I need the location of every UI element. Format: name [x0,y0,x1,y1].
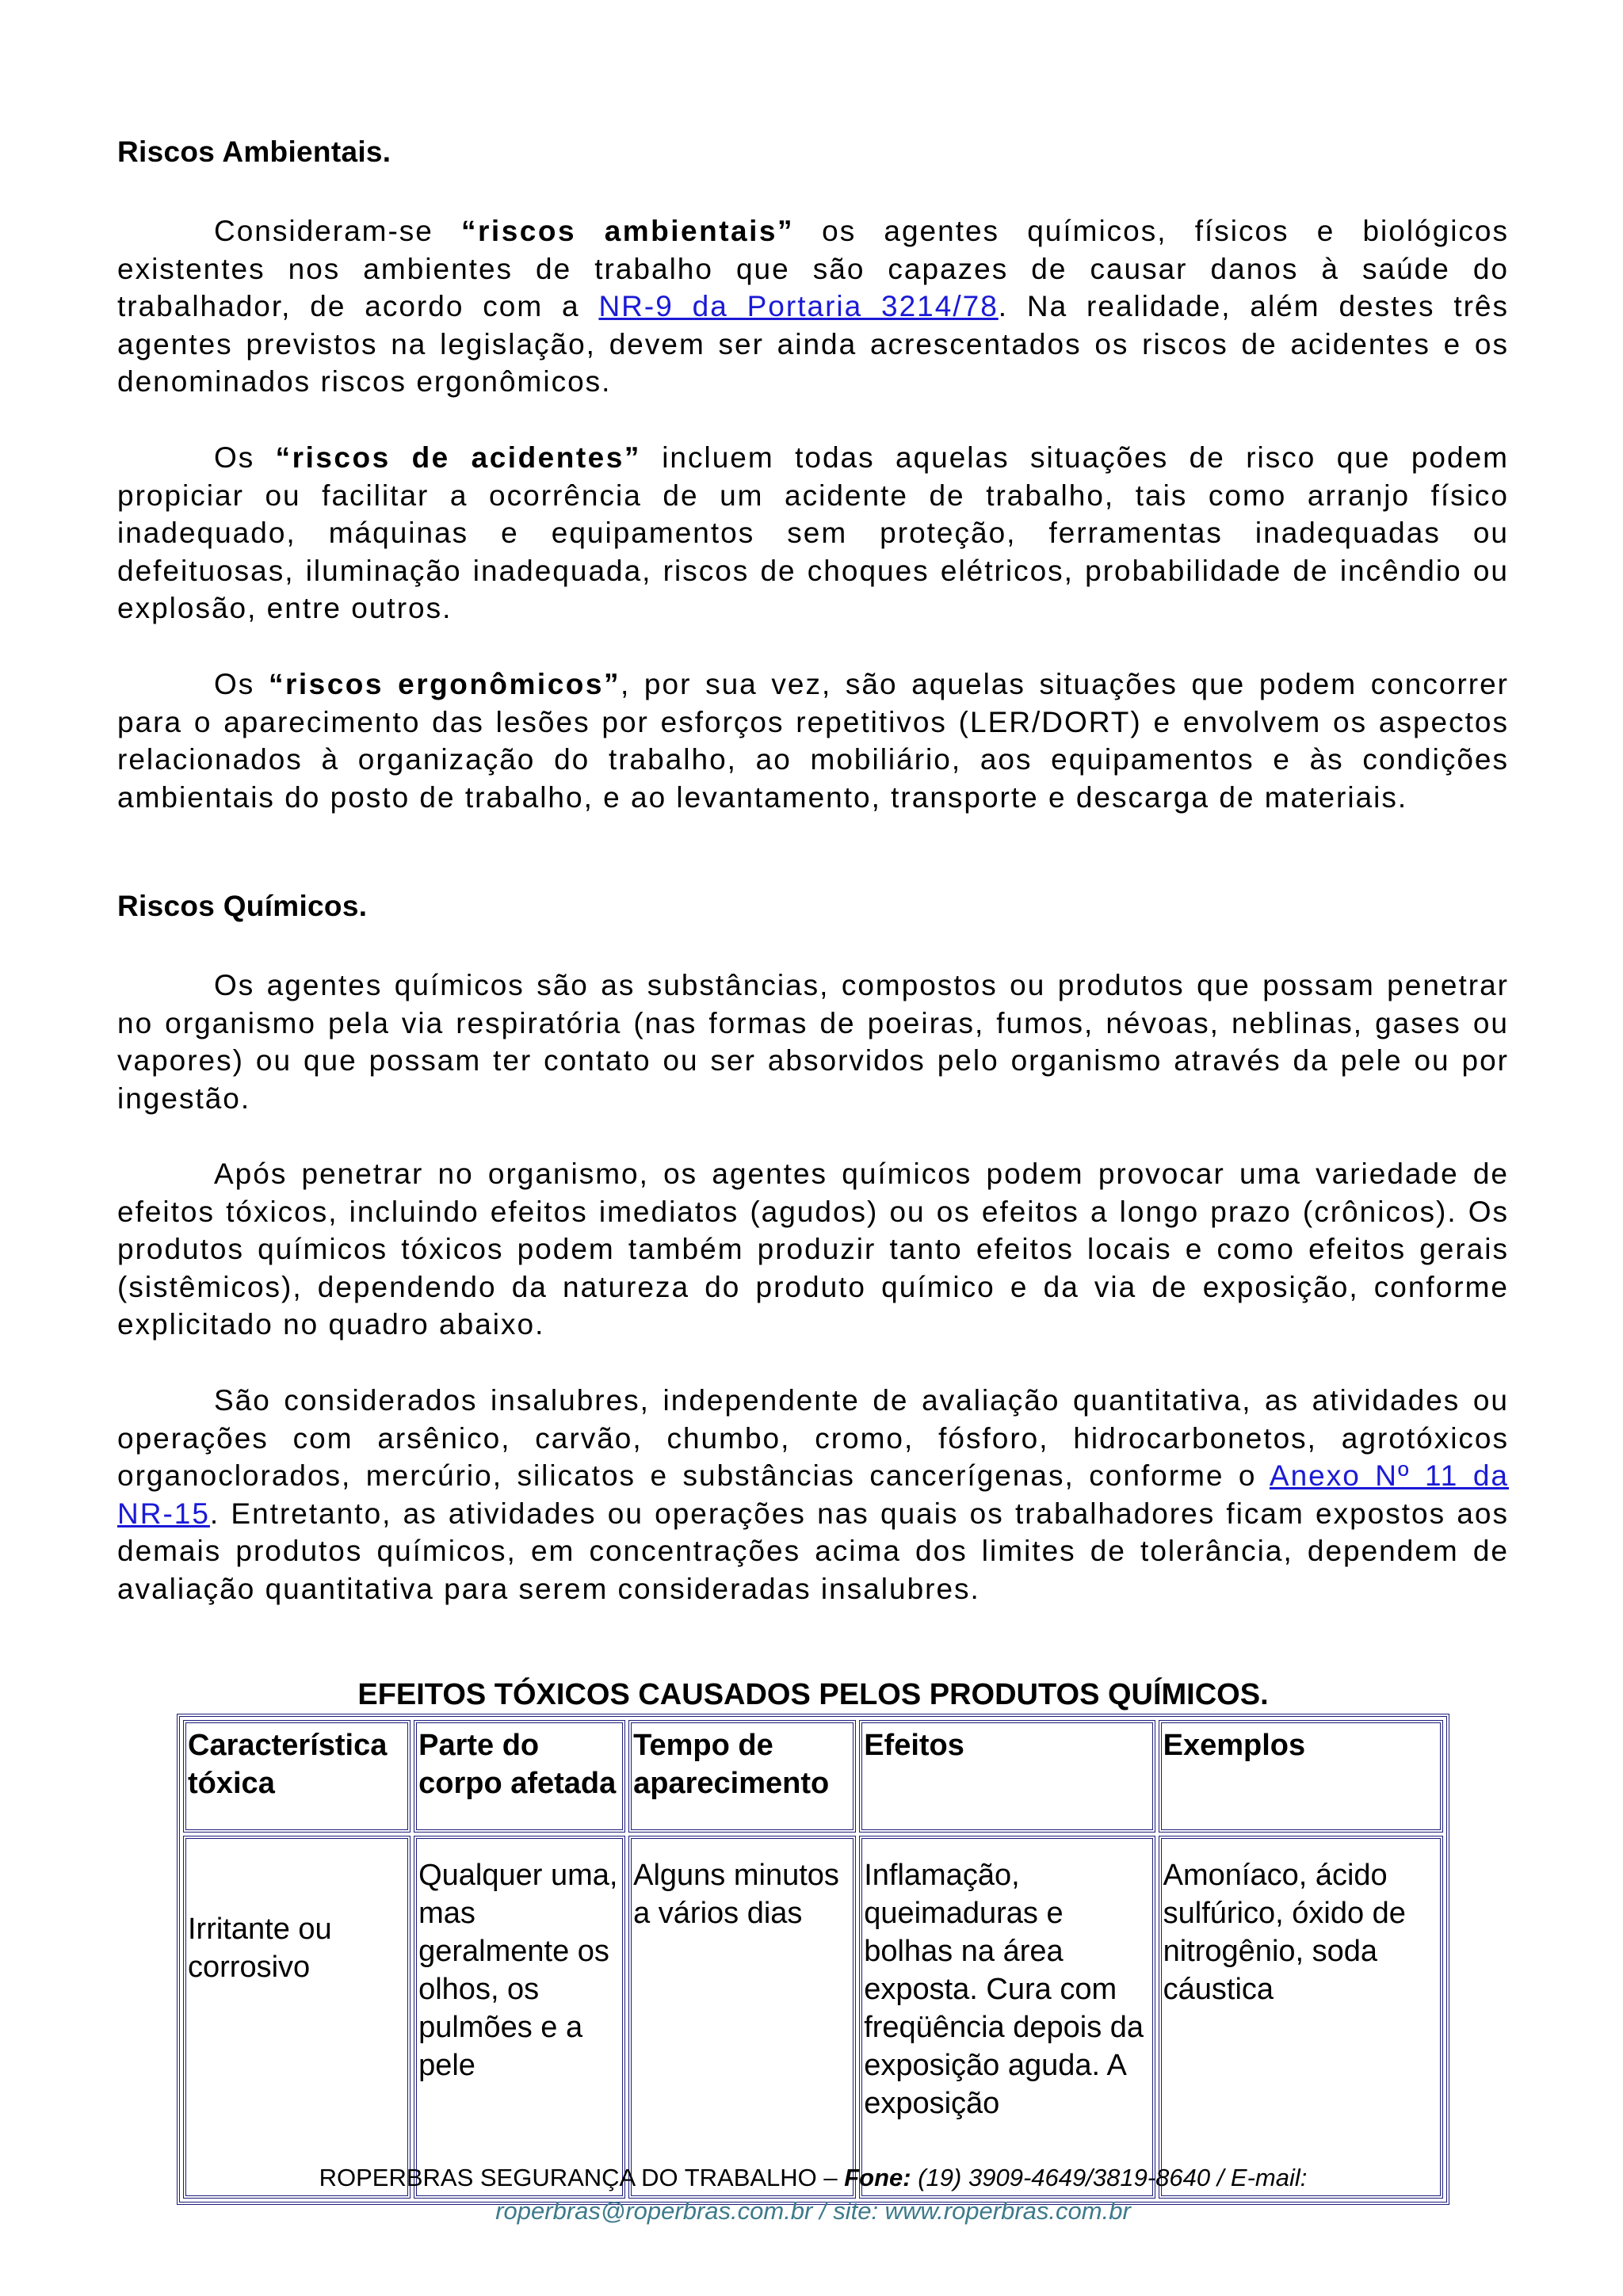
paragraph-riscos-ambientais: Consideram-se “riscos ambientais” os agentes químicos, físicos e biológicos existentes nos ambientes de trabalho que são capazes de causar danos à saúde do trabalhador, de acordo com a NR-9 da Portaria 3214/78. Na realidade, além destes três agentes previstos na legislação, devem ser ainda acrescentados os riscos de acidentes e os denominados riscos ergonômicos. [117,215,1509,399]
link-anexo-11-nr15[interactable]: Anexo Nº 11 da NR-15 [117,1459,1509,1530]
term-riscos-ambientais: “riscos ambientais” [461,215,794,247]
header-efeitos: Efeitos [859,1720,1155,1833]
cell-parte-corpo: Qualquer uma, mas geralmente os olhos, os pulmões e a pele [414,1836,625,2199]
cell-caracteristica: Irritante ou corrosivo [183,1836,411,2199]
footer-company-line: ROPERBRAS SEGURANÇA DO TRABALHO – Fone: (19) 3909-4649/3819-8640 / E-mail: [319,2164,1308,2191]
cell-tempo: Alguns minutos a vários dias [628,1836,856,2199]
link-nr9-portaria[interactable]: NR-9 da Portaria 3214/78 [598,290,999,323]
heading-riscos-ambientais: Riscos Ambientais. [117,135,391,168]
header-exemplos: Exemplos [1159,1720,1443,1833]
heading-riscos-quimicos: Riscos Químicos. [117,890,368,922]
header-tempo: Tempo de aparecimento [628,1720,856,1833]
term-riscos-ergonomicos: “riscos ergonômicos” [268,668,621,700]
paragraph-insalubridade: São considerados insalubres, independente de avaliação quantitativa, as atividades ou operações com arsênico, carvão, chumbo, cromo, fósforo, hidrocarbonetos, agrotóxicos organoclorados, mercúrio, silicatos e substâncias cancerígenas, conforme o Anexo Nº 11 da NR-15. Entretanto, as atividades ou operações nas quais os trabalhadores ficam expostos aos demais produtos químicos, em concentrações acima dos limites de tolerância, dependem de avaliação quantitativa para serem consideradas insalubres. [117,1384,1509,1605]
footer-contact-line: roperbras@roperbras.com.br / site: www.roperbras.com.br [495,2197,1131,2225]
paragraph-efeitos-toxicos: Após penetrar no organismo, os agentes químicos podem provocar uma variedade de efeitos tóxicos, incluindo efeitos imediatos (agudos) ou os efeitos a longo prazo (crônicos). Os produtos químicos tóxicos podem também produzir tanto efeitos locais e como efeitos gerais (sistêmicos), dependendo da natureza do produto químico e da via de exposição, conforme explicitado no quadro abaixo. [117,1158,1509,1341]
header-parte-corpo: Parte do corpo afetada [414,1720,625,1833]
table-header-row [183,1720,1443,1833]
term-riscos-acidentes: “riscos de acidentes” [275,441,641,474]
table-row [183,1836,1443,2199]
cell-efeitos: Inflamação, queimaduras e bolhas na área exposta. Cura com freqüência depois da exposição aguda. A exposição [859,1836,1155,2199]
paragraph-agentes-quimicos: Os agentes químicos são as substâncias, compostos ou produtos que possam penetrar no organismo pela via respiratória (nas formas de poeiras, fumos, névoas, neblinas, gases ou vapores) ou que possam ter contato ou ser absorvidos pelo organismo através da pele ou por ingestão. [117,969,1509,1115]
paragraph-riscos-ergonomicos: Os “riscos ergonômicos”, por sua vez, são aquelas situações que podem concorrer para o aparecimento das lesões por esforços repetitivos (LER/DORT) e envolvem os aspectos relacionados à organização do trabalho, ao mobiliário, aos equipamentos e às condições ambientais do posto de trabalho, e ao levantamento, transporte e descarga de materiais. [117,668,1509,814]
cell-exemplos: Amoníaco, ácido sulfúrico, óxido de nitrogênio, soda cáustica [1159,1836,1443,2199]
table-title: EFEITOS TÓXICOS CAUSADOS PELOS PRODUTOS QUÍMICOS. [357,1678,1269,1711]
header-caracteristica: Característica tóxica [183,1720,411,1833]
paragraph-riscos-acidentes: Os “riscos de acidentes” incluem todas aquelas situações de risco que podem propiciar ou facilitar a ocorrência de um acidente de trabalho, tais como arranjo físico inadequado, máquinas e equipamentos sem proteção, ferramentas inadequadas ou defeituosas, iluminação inadequada, riscos de choques elétricos, probabilidade de incêndio ou explosão, entre outros. [117,441,1509,625]
toxic-effects-table [177,1714,1449,2205]
